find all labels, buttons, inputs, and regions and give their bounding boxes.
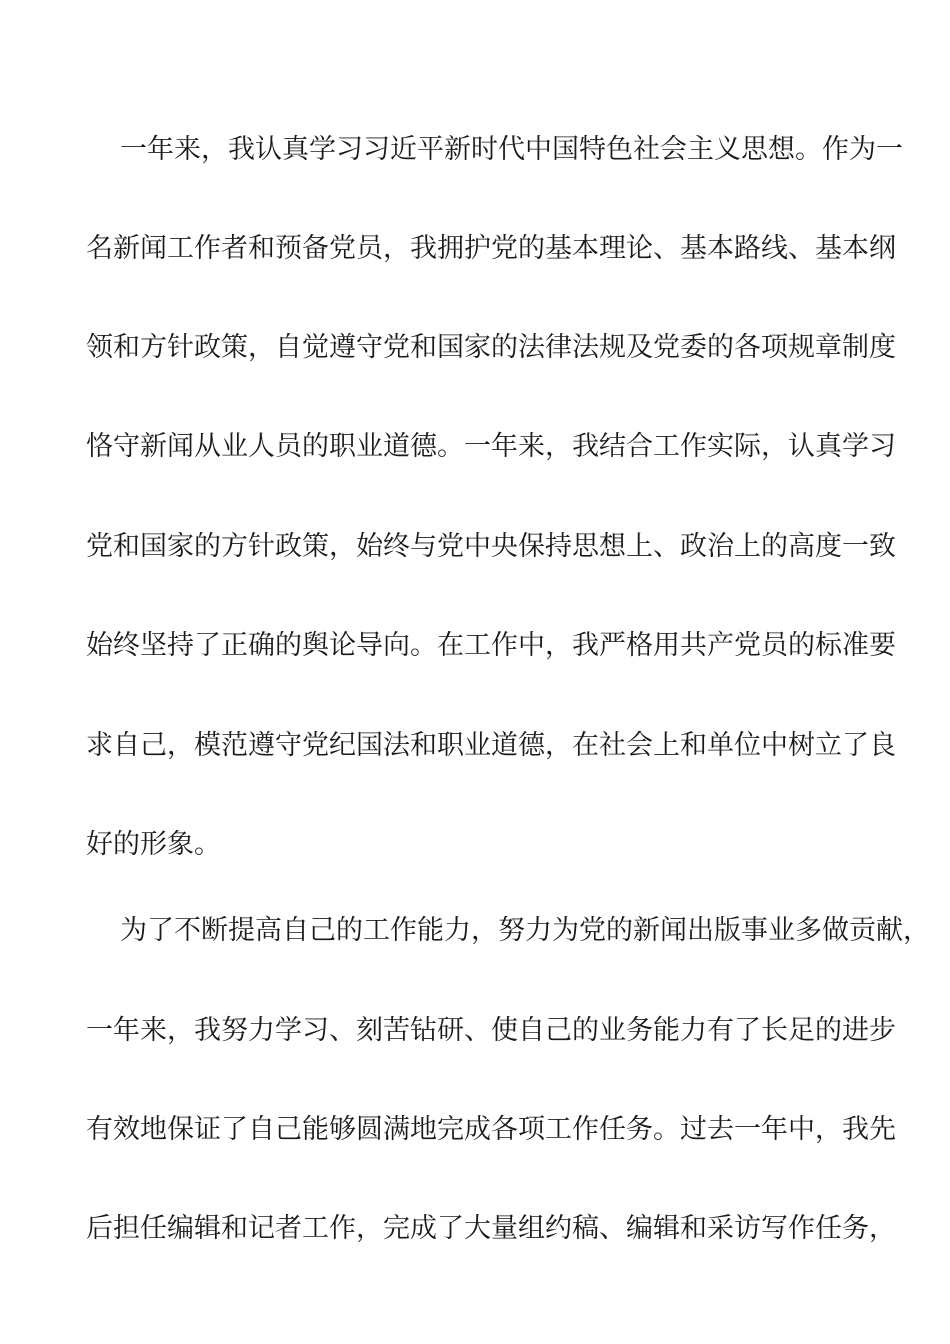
- paragraph-1-line-5: 党和国家的方针政策，始终与党中央保持思想上、政治上的高度一致: [86, 531, 896, 562]
- paragraph-1-line-3: 领和方针政策，自觉遵守党和国家的法律法规及党委的各项规章制度: [86, 332, 896, 363]
- paragraph-1-line-8: 好的形象。: [86, 829, 221, 860]
- paragraph-2-line-2: 一年来，我努力学习、刻苦钻研、使自己的业务能力有了长足的进步: [86, 1015, 896, 1046]
- paragraph-1-line-4: 恪守新闻从业人员的职业道德。一年来，我结合工作实际，认真学习: [86, 431, 896, 462]
- paragraph-2-line-1: 为了不断提高自己的工作能力，努力为党的新闻出版事业多做贡献，: [120, 915, 930, 946]
- paragraph-2-line-4: 后担任编辑和记者工作，完成了大量组约稿、编辑和采访写作任务，: [86, 1213, 896, 1244]
- paragraph-1-line-1: 一年来，我认真学习习近平新时代中国特色社会主义思想。作为一: [120, 134, 903, 165]
- paragraph-1-line-2: 名新闻工作者和预备党员，我拥护党的基本理论、基本路线、基本纲: [86, 233, 896, 264]
- paragraph-1-line-7: 求自己，模范遵守党纪国法和职业道德，在社会上和单位中树立了良: [86, 730, 896, 761]
- paragraph-2-line-3: 有效地保证了自己能够圆满地完成各项工作任务。过去一年中，我先: [86, 1114, 896, 1145]
- paragraph-1-line-6: 始终坚持了正确的舆论导向。在工作中，我严格用共产党员的标准要: [86, 630, 896, 661]
